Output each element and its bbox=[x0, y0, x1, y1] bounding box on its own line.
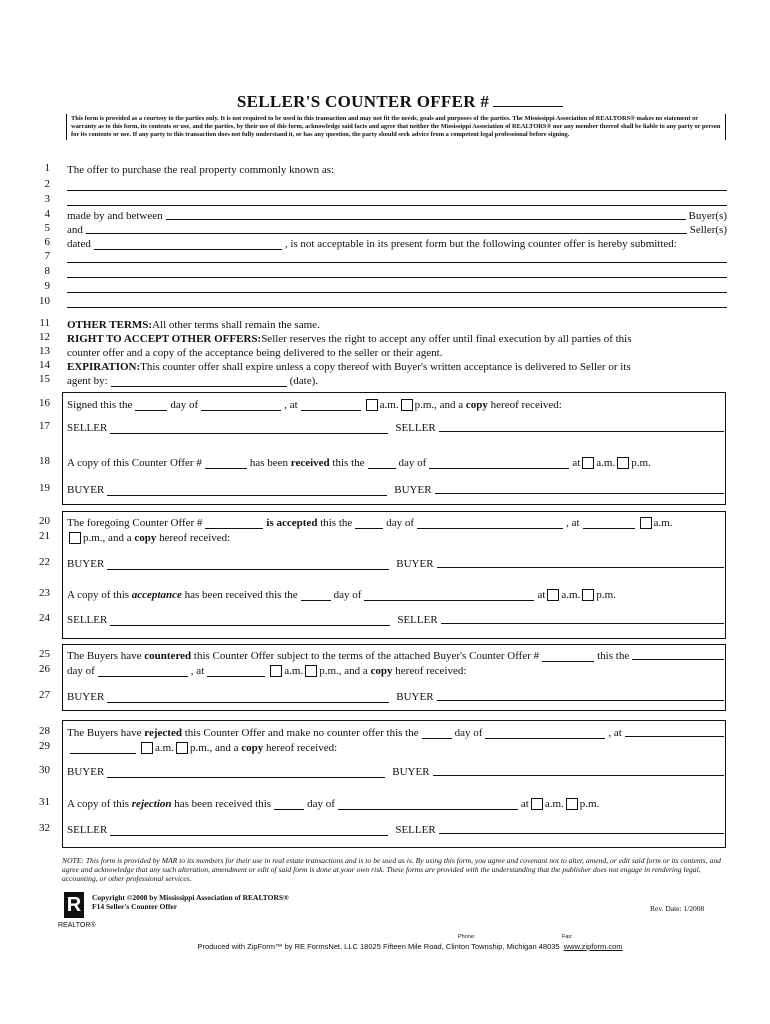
buyer-signature-field-1[interactable] bbox=[107, 485, 387, 496]
line-number: 17 bbox=[39, 420, 50, 432]
signed-line bbox=[67, 397, 727, 411]
disclaimer: This form is provided as a courtesy to the parties only. It is not required to be used in this transaction and may not fit the needs, goals and purposes of the parties. The Mississippi Association of REALTORS® makes no statement or warranty as to this form, its contents or use, and the parties, by their use of this form, acknowledge said facts and agree that neither the Mississippi Association of REALTORS® nor any member thereof shall be liable to any party or person for its contents or use. If any party to this transaction does not fully understand it, or has any question, the party should seek advice from a competent legal professional before signing. bbox=[66, 114, 726, 140]
pm-checkbox[interactable] bbox=[69, 532, 81, 544]
acceptance-seller-line bbox=[67, 612, 727, 626]
line-number: 8 bbox=[44, 265, 50, 277]
buyer-label: BUYER bbox=[394, 484, 432, 496]
revision-date: Rev. Date: 1/2008 bbox=[650, 904, 705, 913]
rejected-label: rejected bbox=[144, 727, 182, 739]
line-number: 5 bbox=[44, 222, 50, 234]
pm-label: p.m., and a bbox=[83, 532, 132, 544]
right-to-accept-line bbox=[67, 331, 727, 345]
seller-label: SELLER bbox=[395, 422, 436, 434]
accepted-line bbox=[67, 515, 727, 529]
seller-signature-field-2[interactable] bbox=[439, 430, 724, 432]
acceptance-seller-field-1[interactable] bbox=[110, 615, 390, 626]
rejected-buyer-field-2[interactable] bbox=[433, 774, 724, 776]
signed-month-field[interactable] bbox=[201, 400, 281, 411]
am-checkbox[interactable] bbox=[270, 665, 282, 677]
acceptance-copy-line bbox=[67, 587, 727, 601]
seller-label: SELLER bbox=[67, 422, 108, 434]
line-number: 15 bbox=[39, 373, 50, 385]
accepted-month-field[interactable] bbox=[417, 518, 563, 529]
accepted-counter-number-field[interactable] bbox=[205, 518, 263, 529]
signed-time-field[interactable] bbox=[301, 400, 361, 411]
not-acceptable-text: , is not acceptable in its present form but the following counter offer is hereby submitted: bbox=[284, 238, 677, 250]
at-label: at bbox=[572, 457, 581, 469]
day-of-label: day of bbox=[170, 399, 199, 411]
buyers-have-label: The Buyers have bbox=[67, 650, 142, 662]
produced-by-text: Produced with ZipForm™ by RE FormsNet, LLC 18025 Fifteen Mile Road, Clinton Township, Michigan 48035 bbox=[197, 942, 560, 951]
pm-label: p.m. bbox=[596, 589, 616, 601]
acceptance-day-field[interactable] bbox=[301, 590, 331, 601]
property-address-field-2[interactable] bbox=[67, 205, 727, 206]
received-day-field[interactable] bbox=[368, 458, 396, 469]
at-label: , at bbox=[608, 727, 622, 739]
expiration-heading: EXPIRATION: bbox=[67, 361, 141, 373]
am-label: a.m. bbox=[379, 399, 399, 411]
am-checkbox[interactable] bbox=[366, 399, 378, 411]
copy-label: copy bbox=[370, 665, 393, 677]
expiration-date-field[interactable] bbox=[111, 376, 287, 387]
day-of-label: day of bbox=[67, 665, 95, 677]
line-number: 13 bbox=[39, 345, 50, 357]
acceptance-buyer-field-2[interactable] bbox=[437, 566, 724, 568]
form-name: F14 Seller's Counter Offer bbox=[92, 902, 178, 911]
am-label: a.m. bbox=[596, 457, 616, 469]
at-label: , at bbox=[190, 665, 205, 677]
acceptance-buyer-field-1[interactable] bbox=[107, 559, 389, 570]
seller-label: SELLER bbox=[397, 614, 438, 626]
realtor-mark: REALTOR® bbox=[58, 922, 96, 929]
am-label: a.m. bbox=[653, 517, 673, 529]
copyright-block bbox=[92, 893, 289, 911]
rejected-buyer-field-1[interactable] bbox=[107, 767, 385, 778]
am-label: a.m. bbox=[284, 665, 304, 677]
day-of-label: day of bbox=[307, 798, 335, 810]
delivery-text: counter offer and a copy of the acceptance being delivered to the seller or their agent. bbox=[67, 347, 443, 359]
phone-label: Phone: bbox=[458, 934, 476, 940]
counter-offer-number-field[interactable] bbox=[493, 92, 563, 107]
day-of-label: day of bbox=[398, 457, 427, 469]
accepted-received-line bbox=[67, 530, 727, 544]
countered-month-field[interactable] bbox=[98, 666, 188, 677]
copy-label: copy bbox=[241, 742, 264, 754]
am-label: a.m. bbox=[155, 742, 174, 754]
rejection-seller-field-2[interactable] bbox=[439, 832, 724, 834]
rejected-hour-field[interactable] bbox=[70, 743, 136, 754]
copyright-text: Copyright ©2008 by Mississippi Association of REALTORS® bbox=[92, 893, 289, 902]
line-number: 12 bbox=[39, 331, 50, 343]
property-line bbox=[67, 162, 727, 176]
buyer-label: BUYER bbox=[392, 766, 430, 778]
countered-date-line bbox=[67, 663, 727, 677]
countered-buyer-field-2[interactable] bbox=[437, 699, 724, 701]
line-number: 26 bbox=[39, 663, 50, 675]
countered-line bbox=[67, 648, 727, 662]
day-of-label: day of bbox=[333, 589, 362, 601]
line-number: 7 bbox=[44, 250, 50, 262]
rejection-month-field[interactable] bbox=[338, 799, 518, 810]
foregoing-counter-label: The foregoing Counter Offer # bbox=[67, 517, 203, 529]
line-number: 4 bbox=[44, 208, 50, 220]
am-checkbox[interactable] bbox=[640, 517, 652, 529]
sellers-name-field[interactable] bbox=[86, 232, 687, 234]
pm-label: p.m. bbox=[631, 457, 651, 469]
counter-offer-delivery-line bbox=[67, 345, 727, 359]
accepted-day-field[interactable] bbox=[355, 518, 383, 529]
pm-checkbox[interactable] bbox=[401, 399, 413, 411]
line-number: 1 bbox=[44, 162, 50, 174]
rejection-label: rejection bbox=[131, 798, 172, 810]
counter-terms-field-1[interactable] bbox=[67, 262, 727, 263]
acceptance-seller-field-2[interactable] bbox=[441, 622, 724, 624]
pm-label: p.m. bbox=[579, 798, 600, 810]
copy-received-line bbox=[67, 455, 727, 469]
right-to-accept-text: Seller reserves the right to accept any offer until final execution by all parties of this bbox=[261, 333, 632, 345]
signed-day-field[interactable] bbox=[135, 400, 167, 411]
line-number: 31 bbox=[39, 796, 50, 808]
buyer-signature-field-2[interactable] bbox=[435, 492, 724, 494]
line-number: 28 bbox=[39, 725, 50, 737]
dated-field[interactable] bbox=[94, 239, 282, 250]
received-label: received bbox=[290, 457, 330, 469]
is-accepted-label: is accepted bbox=[266, 517, 318, 529]
line-number: 9 bbox=[44, 280, 50, 292]
form-title-text: SELLER'S COUNTER OFFER # bbox=[236, 92, 490, 111]
other-terms-heading: OTHER TERMS: bbox=[67, 319, 153, 331]
counter-number-field[interactable] bbox=[205, 458, 247, 469]
at-label: , at bbox=[284, 399, 298, 411]
line-number: 16 bbox=[39, 397, 50, 409]
buyer-label: BUYER bbox=[396, 558, 434, 570]
am-checkbox[interactable] bbox=[141, 742, 153, 754]
countered-text: this Counter Offer subject to the terms of the attached Buyer's Counter Offer # bbox=[193, 650, 540, 662]
expiration-text: This counter offer shall expire unless a copy thereof with Buyer's written acceptance is delivered to Seller or its bbox=[140, 361, 631, 373]
footer-note: NOTE: This form is provided by MAR to its members for their use in real estate transactions and is to be used as is. By using this form, you agree and covenant not to alter, amend, or edit said form or its contents, and agree and acknowledge that any such alteration, amendment or edit of said form is done at your own risk. These forms are provided with the understanding that the publisher does not engage in rendering legal, accounting, or other professional services. bbox=[62, 856, 721, 884]
buyers-label: Buyer(s) bbox=[688, 210, 727, 222]
received-this-label: has been received this bbox=[174, 798, 272, 810]
copy-label: copy bbox=[134, 532, 157, 544]
date-label: (date). bbox=[289, 375, 319, 387]
pm-checkbox[interactable] bbox=[176, 742, 188, 754]
buyers-name-field[interactable] bbox=[166, 218, 686, 220]
pm-label: p.m., and a bbox=[189, 742, 239, 754]
buyer-label: BUYER bbox=[67, 766, 105, 778]
line-number: 30 bbox=[39, 764, 50, 776]
this-the-label: this the bbox=[332, 457, 365, 469]
rejection-seller-line bbox=[67, 822, 727, 836]
property-address-field-1[interactable] bbox=[67, 190, 727, 191]
counter-terms-field-4[interactable] bbox=[67, 307, 727, 308]
hereof-received-label: hereof received: bbox=[159, 532, 231, 544]
rejected-buyer-line bbox=[67, 764, 727, 778]
line-number: 29 bbox=[39, 740, 50, 752]
received-month-field[interactable] bbox=[429, 458, 569, 469]
expiration-line bbox=[67, 359, 727, 373]
has-been-label: has been bbox=[249, 457, 289, 469]
pm-checkbox[interactable] bbox=[582, 589, 594, 601]
dated-label: dated bbox=[67, 238, 91, 250]
hereof-received-label: hereof received: bbox=[395, 665, 467, 677]
am-label: a.m. bbox=[544, 798, 564, 810]
this-the-label: this the bbox=[597, 650, 630, 662]
other-terms-line bbox=[67, 317, 727, 331]
acceptance-month-field[interactable] bbox=[364, 590, 534, 601]
copy-of-this-label: A copy of this bbox=[67, 798, 130, 810]
line-number: 25 bbox=[39, 648, 50, 660]
dated-line bbox=[67, 236, 727, 250]
countered-time-field[interactable] bbox=[207, 666, 265, 677]
rejected-month-field[interactable] bbox=[485, 728, 605, 739]
line-number: 22 bbox=[39, 556, 50, 568]
property-label: The offer to purchase the real property commonly known as: bbox=[67, 164, 335, 176]
day-of-label: day of bbox=[454, 727, 483, 739]
line-number: 18 bbox=[39, 455, 50, 467]
rejected-time-field[interactable] bbox=[625, 735, 724, 737]
countered-buyer-line bbox=[67, 689, 727, 703]
line-number: 20 bbox=[39, 515, 50, 527]
and-label: and bbox=[67, 224, 83, 236]
at-label: , at bbox=[566, 517, 580, 529]
line-number: 32 bbox=[39, 822, 50, 834]
realtor-logo-icon: R bbox=[64, 892, 84, 918]
line-number: 2 bbox=[44, 178, 50, 190]
buyer-label: BUYER bbox=[396, 691, 434, 703]
line-number: 27 bbox=[39, 689, 50, 701]
made-by-label: made by and between bbox=[67, 210, 163, 222]
seller-label: SELLER bbox=[395, 824, 436, 836]
buyers-line bbox=[67, 208, 727, 222]
seller-label: SELLER bbox=[67, 614, 108, 626]
line-number: 10 bbox=[39, 295, 50, 307]
pm-checkbox[interactable] bbox=[566, 798, 578, 810]
am-checkbox[interactable] bbox=[531, 798, 543, 810]
this-the-label: this the bbox=[320, 517, 353, 529]
countered-buyer-field-1[interactable] bbox=[107, 692, 389, 703]
am-checkbox[interactable] bbox=[582, 457, 594, 469]
line-number: 3 bbox=[44, 193, 50, 205]
seller-signature-line bbox=[67, 420, 727, 434]
right-to-accept-heading: RIGHT TO ACCEPT OTHER OFFERS: bbox=[67, 333, 262, 345]
seller-label: SELLER bbox=[67, 824, 108, 836]
pm-label: p.m., and a bbox=[414, 399, 464, 411]
pm-checkbox[interactable] bbox=[617, 457, 629, 469]
at-label: at bbox=[520, 798, 529, 810]
day-of-label: day of bbox=[386, 517, 415, 529]
line-number: 21 bbox=[39, 530, 50, 542]
hereof-received-label: hereof received: bbox=[266, 742, 338, 754]
rejected-text: this Counter Offer and make no counter offer this the bbox=[184, 727, 419, 739]
pm-label: p.m., and a bbox=[319, 665, 368, 677]
other-terms-text: All other terms shall remain the same. bbox=[152, 319, 320, 331]
countered-day-field[interactable] bbox=[632, 658, 724, 660]
counter-terms-field-3[interactable] bbox=[67, 292, 727, 293]
copy-of-this-label: A copy of this bbox=[67, 589, 130, 601]
counter-terms-field-2[interactable] bbox=[67, 277, 727, 278]
pm-checkbox[interactable] bbox=[305, 665, 317, 677]
buyer-label: BUYER bbox=[67, 691, 105, 703]
agent-by-label: agent by: bbox=[67, 375, 108, 387]
am-label: a.m. bbox=[561, 589, 581, 601]
copy-label: copy bbox=[465, 399, 488, 411]
buyer-label: BUYER bbox=[67, 558, 105, 570]
buyer-label: BUYER bbox=[67, 484, 105, 496]
line-number: 6 bbox=[44, 236, 50, 248]
sellers-label: Seller(s) bbox=[689, 224, 727, 236]
buyers-have-label: The Buyers have bbox=[67, 727, 142, 739]
seller-signature-field-1[interactable] bbox=[110, 423, 388, 434]
line-number: 11 bbox=[39, 317, 50, 329]
sellers-line bbox=[67, 222, 727, 236]
signed-this-label: Signed this the bbox=[67, 399, 133, 411]
copy-counter-label: A copy of this Counter Offer # bbox=[67, 457, 202, 469]
form-title bbox=[0, 92, 770, 112]
rejection-seller-field-1[interactable] bbox=[110, 825, 388, 836]
rejected-time-line bbox=[67, 740, 727, 754]
line-number: 14 bbox=[39, 359, 50, 371]
buyer-counter-number-field[interactable] bbox=[542, 651, 594, 662]
rejected-day-field[interactable] bbox=[422, 728, 452, 739]
buyer-signature-line bbox=[67, 482, 727, 496]
at-label: at bbox=[537, 589, 546, 601]
received-this-the-label: has been received this the bbox=[184, 589, 298, 601]
agent-by-line bbox=[67, 373, 727, 387]
hereof-received-label: hereof received: bbox=[490, 399, 562, 411]
line-number: 24 bbox=[39, 612, 50, 624]
acceptance-label: acceptance bbox=[131, 589, 182, 601]
line-number: 19 bbox=[39, 482, 50, 494]
line-number: 23 bbox=[39, 587, 50, 599]
produced-by-line bbox=[0, 942, 770, 951]
rejection-copy-line bbox=[67, 796, 727, 810]
zipform-link[interactable]: www.zipform.com bbox=[563, 942, 623, 951]
acceptance-buyer-line bbox=[67, 556, 727, 570]
rejected-line bbox=[67, 725, 727, 739]
fax-label: Fax: bbox=[562, 934, 573, 940]
am-checkbox[interactable] bbox=[547, 589, 559, 601]
rejection-day-field[interactable] bbox=[274, 799, 304, 810]
countered-label: countered bbox=[144, 650, 192, 662]
accepted-time-field[interactable] bbox=[583, 518, 635, 529]
